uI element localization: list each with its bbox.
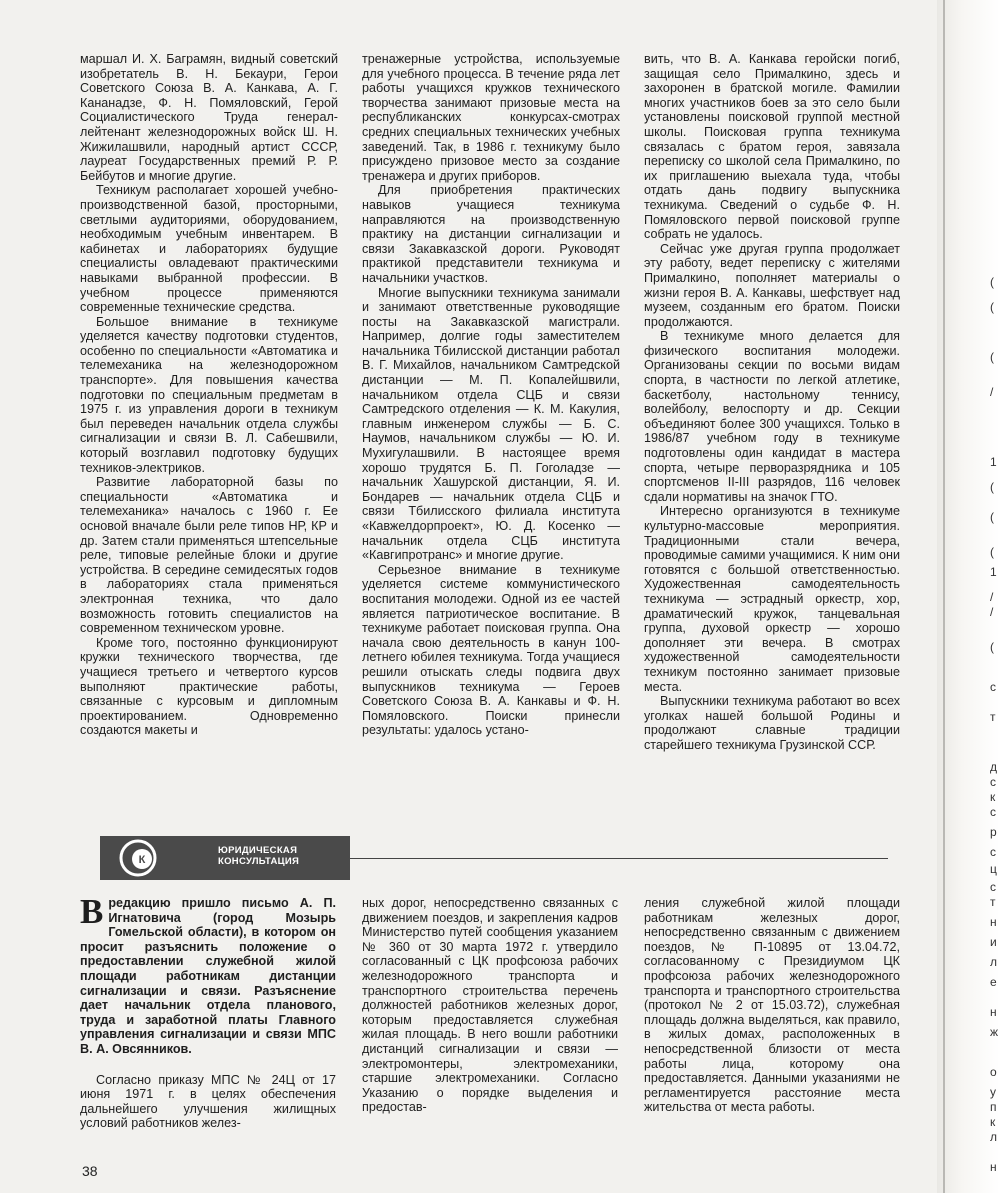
paragraph: Серьезное внимание в техникуме уделяется системе коммунистического воспитания молодежи. Одной из ее частей является патриотическое воспитание. В техникуме работает поисковая группа. Она начала свою деятельность в канун 100-летнего юбилея техникума. Тогда учащиеся решили отыскать следы подвига двух выпускников техникума — Героев Советского Союза В. А. Канкавы и Ф. Н. Помяловского. Поиски принесли результаты: удалось устано- xyxy=(362,562,620,738)
edge-glyph: о xyxy=(990,1065,997,1079)
paragraph: Многие выпускники техникума занимали и занимают ответственные руководящие посты на Закавказской магистрали. Например, долгие годы заместителем начальника Тбилисской дистанции работал В. Г. Михайлов, начальником Самтредской дистанции — М. П. Копалейшвили, начальником отдела СЦБ и связи Самтредского отделения — К. М. Какулия, главным инженером службы — Б. С. Наумов, начальником службы — Ю. И. Мухигулашвили. В настоящее время хорошо трудятся Б. П. Гоголадзе — начальник Хашурской дистанции, Я. И. Бондарев — начальник отдела СЦБ и связи Тбилисского филиала института «Кавжелдорпроект», Ю. Д. Косенко — начальник отдела СЦБ института «Кавгипротранс» и многие другие. xyxy=(362,285,620,563)
article-column-2 xyxy=(362,52,620,738)
paragraph: Развитие лабораторной базы по специальности «Автоматика и телемеханика» началось с 1960 г. Ее основой вначале были реле типов НР, КР и др. Затем стали применяться штепсельные реле, типовые релейные блоки и другие устройства. В середине семидесятых годов в лабораториях стала применяться электронная техника, что дало возможность готовить специалистов на современном техническом уровне. xyxy=(80,475,338,636)
rubric-title: ЮРИДИЧЕСКАЯ КОНСУЛЬТАЦИЯ xyxy=(218,845,300,867)
paragraph: Выпускники техникума работают во всех уголках нашей большой Родины и продолжают славные традиции старейшего техникума Грузинской ССР. xyxy=(644,694,900,752)
edge-glyph: с xyxy=(990,845,996,859)
consult-column-1 xyxy=(80,892,336,1131)
edge-glyph: с xyxy=(990,775,996,789)
paragraph: ных дорог, непосредственно связанных с движением поездов, и закрепления кадров Министерство путей сообщения указанием № 360 от 30 марта 1972 г. утвердило согласованный с ЦК профсоюза рабочих железнодорожного транспорта и транспортного строительства перечень должностей работников железных дорог, которым предоставляется служебная жилая площадь. В него вошли работники дистанций сигнализации и связи — электромонтеры, электромеханики, старшие электромеханики. Согласно Указанию о порядке выделения и предостав- xyxy=(362,896,618,1115)
edge-glyph: ( xyxy=(990,350,994,364)
edge-glyph: е xyxy=(990,975,997,989)
edge-glyph: у xyxy=(990,1085,996,1099)
paragraph: Для приобретения практических навыков учащиеся техникума направляются на производственную практику на дистанции сигнализации и связи Закавказской дороги. Руководят практикой представители техникума и начальники участков. xyxy=(362,183,620,285)
edge-glyph: 1 xyxy=(990,565,997,579)
paragraph: Большое внимание в техникуме уделяется качеству подготовки студентов, особенно по специальности «Автоматика и телемеханика на железнодорожном транспорте». Для повышения качества подготовки по специальным предметам в 1975 г. из управления дороги в техникум был переведен начальник отдела службы сигнализации и связи В. Л. Сабешвили, который возглавил подготовку будущих техников-электриков. xyxy=(80,314,338,475)
edge-glyph: т xyxy=(990,895,996,909)
paragraph: маршал И. Х. Баграмян, видный советский изобретатель В. Н. Бекаури, Герои Советского Союза В. А. Канкава, А. Г. Кананадзе, Ф. Н. Помяловский, Герой Социалистического Труда генерал-лейтенант железнодорожных войск Ш. Н. Жижилашвили, народный артист СССР, лауреат Государственных премий Р. Р. Бейбутов и многие другие. xyxy=(80,52,338,183)
page-number: 38 xyxy=(82,1163,98,1179)
paragraph: Сейчас уже другая группа продолжает эту работу, ведет переписку с жителями Прималкино, пополняет материалы о жизни героя В. А. Канкавы, шефствует над музеем, созданным его братом. Поиски продолжаются. xyxy=(644,241,900,329)
paragraph: Интересно организуются в техникуме культурно-массовые мероприятия. Традиционными стали вечера, проводимые самими учащимися. К ним они готовятся с большой ответственностью. Художественная самодеятельность техникума — эстрадный оркестр, хор, драматический кружок, танцевальная группа, духовой оркестр — хорошо дополняет эти вечера. В смотрах художественной самодеятельности техникум постоянно занимает призовые места. xyxy=(644,504,900,694)
edge-glyph: ж xyxy=(990,1025,999,1039)
edge-glyph: н xyxy=(990,915,997,929)
edge-glyph: ( xyxy=(990,300,994,314)
paragraph: ления служебной жилой площади работникам железных дорог, непосредственно связанным с движением поездов, № П-10895 от 13.04.72, согласованному с Президиумом ЦК профсоюза рабочих железнодорожного транспорта и транспортного строительства (протокол № 2 от 15.03.72), служебная площадь должна выделяться, как правило, в жилых домах, расположенных в непосредственной близости от места работы лица, которому она предоставляется. Данными указаниями не регламентируется расстояние места жительства от места работы. xyxy=(644,896,900,1115)
edge-glyph: / xyxy=(990,590,994,604)
edge-glyph: д xyxy=(990,760,998,774)
edge-glyph: ( xyxy=(990,275,994,289)
paragraph: вить, что В. А. Канкава геройски погиб, защищая село Прималкино, здесь и захоронен в братской могиле. Фамилии многих участников боев за это село были установлены поисковой группой местной школы. Поисковая группа техникума связалась с братом героя, завязала переписку со школой села Прималкино, по их приглашению выехала туда, чтобы отдать дань подвигу выпускника техникума. Сведений о судьбе Ф. Н. Помяловского первой поисковой группе собрать не удалось. xyxy=(644,52,900,242)
edge-glyph: ц xyxy=(990,862,997,876)
paragraph: тренажерные устройства, используемые для учебного процесса. В течение ряда лет работы учащихся кружков технического творчества занимают призовые места на республиканских конкурсах-смотрах средних специальных технических учебных заведений. Так, в 1986 г. техникуму было присуждено призовое место за создание тренажера и других приборов. xyxy=(362,52,620,183)
paragraph: Техникум располагает хорошей учебно-производственной базой, просторными, светлыми аудиториями, оборудованием, необходимым учебным инвентарем. В кабинетах и лабораториях будущие специалисты овладевают практическими навыками выбранной профессии. В учебном процессе применяются современные технические средства. xyxy=(80,183,338,315)
legal-consultation-logo-icon xyxy=(118,838,158,878)
logo-letter: К xyxy=(138,854,146,866)
edge-glyph: с xyxy=(990,680,996,694)
edge-glyph: с xyxy=(990,880,996,894)
edge-glyph: л xyxy=(990,955,998,969)
consult-column-2 xyxy=(362,896,618,1115)
article-column-3 xyxy=(644,52,900,753)
drop-cap: В xyxy=(80,892,104,931)
edge-glyph: ( xyxy=(990,640,994,654)
consult-lead-text: редакцию пришло письмо А. П. Игнатовича (город Мозырь Гомельской области), в котором он просит разъяснить положение о предоставлении служебной жилой площади работникам дистанции сигнализации и связи. Разъяснение дает начальник отдела планового, труда и заработной платы Главного управления сигнализации и связи МПС В. А. Овсянников. xyxy=(80,896,336,1056)
paragraph: В техникуме много делается для физического воспитания молодежи. Организованы секции по восьми видам спорта, в частности по легкой атлетике, баскетболу, настольному теннису, волейболу, велоспорту и др. Секции объединяют более 300 учащихся. Только в 1986/87 учебном году в техникуме подготовлены один кандидат в мастера спорта, четыре перворазрядника и 105 спортсменов II-III разрядов, 116 человек сдали нормативы на значок ГТО. xyxy=(644,329,900,504)
edge-glyph: р xyxy=(990,825,997,839)
edge-glyph: к xyxy=(990,790,996,804)
rubric-divider xyxy=(350,858,888,859)
edge-glyph: ( xyxy=(990,510,994,524)
paragraph: Согласно приказу МПС № 24Ц от 17 июня 1971 г. в целях обеспечения дальнейшего улучшения жилищных условий работников желез- xyxy=(80,1072,336,1131)
consult-lead xyxy=(80,892,336,1057)
page-gutter xyxy=(943,0,945,1193)
rubric-banner xyxy=(100,836,350,880)
edge-glyph: и xyxy=(990,935,997,949)
edge-glyph: л xyxy=(990,1130,998,1144)
paragraph: Кроме того, постоянно функционируют кружки технического творчества, где учащиеся третьего и четвертого курсов выполняют практические работы, связанные с курсовым и дипломным проектированием. Одновременно создаются макеты и xyxy=(80,635,338,738)
edge-glyph: н xyxy=(990,1005,997,1019)
edge-glyph: н xyxy=(990,1160,997,1174)
consult-column-3 xyxy=(644,896,900,1115)
edge-glyph: к xyxy=(990,1115,996,1129)
edge-glyph: с xyxy=(990,805,996,819)
edge-glyph: / xyxy=(990,605,994,619)
edge-glyph: ( xyxy=(990,545,994,559)
edge-glyph: ( xyxy=(990,480,994,494)
edge-glyph: т xyxy=(990,710,996,724)
article-column-1 xyxy=(80,52,338,738)
edge-glyph: / xyxy=(990,385,994,399)
edge-glyph: п xyxy=(990,1100,997,1114)
edge-glyph: 1 xyxy=(990,455,997,469)
